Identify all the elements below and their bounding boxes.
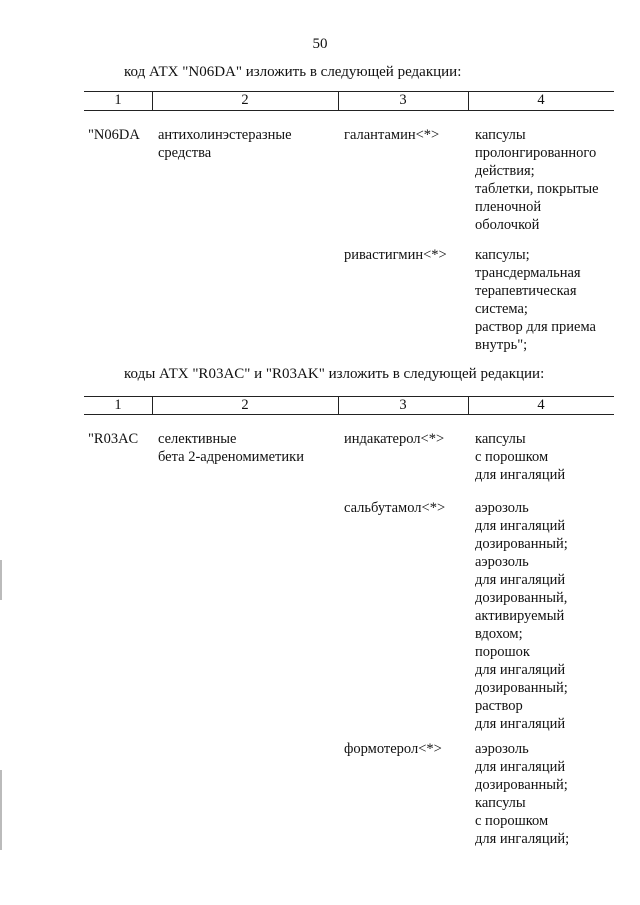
form-line: для ингаляций bbox=[475, 716, 566, 732]
form-line: дозированный; bbox=[475, 777, 568, 793]
form-line: с порошком bbox=[475, 813, 549, 829]
drug-name: индакатерол<*> bbox=[344, 431, 445, 447]
form-line: вдохом; bbox=[475, 626, 523, 642]
form-line: аэрозоль bbox=[475, 500, 529, 516]
section1-header-bottom-rule bbox=[84, 110, 614, 111]
form-line: для ингаляций bbox=[475, 572, 566, 588]
form-line: раствор для приема bbox=[475, 319, 596, 335]
drug-name: галантамин<*> bbox=[344, 127, 440, 143]
scan-artifact bbox=[0, 770, 2, 850]
section1-col-header-2: 2 bbox=[241, 92, 249, 108]
section2-col-header-2: 2 bbox=[241, 397, 249, 413]
group-line: бета 2-адреномиметики bbox=[158, 449, 304, 465]
dosage-forms bbox=[475, 740, 569, 848]
form-line: порошок bbox=[475, 644, 530, 660]
form-line: аэрозоль bbox=[475, 741, 529, 757]
form-line: капсулы bbox=[475, 795, 526, 811]
section2-group bbox=[158, 430, 304, 466]
form-line: дозированный, bbox=[475, 590, 568, 606]
form-line: внутрь"; bbox=[475, 337, 528, 353]
form-line: пролонгированного bbox=[475, 145, 597, 161]
section1-atc-code: "N06DA bbox=[88, 127, 140, 143]
dosage-forms bbox=[475, 126, 599, 234]
form-line: таблетки, покрытые bbox=[475, 181, 599, 197]
section2-col-header-4: 4 bbox=[537, 397, 545, 413]
group-line: антихолинэстеразные bbox=[158, 127, 292, 143]
form-line: действия; bbox=[475, 163, 535, 179]
section1-intro: код АТХ "N06DA" изложить в следующей редакции: bbox=[124, 64, 462, 80]
group-line: селективные bbox=[158, 431, 237, 447]
section1-group bbox=[158, 126, 292, 162]
form-line: пленочной bbox=[475, 199, 542, 215]
form-line: для ингаляций bbox=[475, 662, 566, 678]
form-line: для ингаляций bbox=[475, 518, 566, 534]
form-line: раствор bbox=[475, 698, 523, 714]
form-line: дозированный; bbox=[475, 680, 568, 696]
section1-col-header-1: 1 bbox=[114, 92, 122, 108]
section2-col-header-1: 1 bbox=[114, 397, 122, 413]
form-line: с порошком bbox=[475, 449, 549, 465]
drug-name: формотерол<*> bbox=[344, 741, 442, 757]
scan-artifact bbox=[0, 560, 2, 600]
form-line: дозированный; bbox=[475, 536, 568, 552]
form-line: для ингаляций bbox=[475, 759, 566, 775]
drug-name: ривастигмин<*> bbox=[344, 247, 447, 263]
form-line: капсулы bbox=[475, 127, 526, 143]
section2-header-bottom-rule bbox=[84, 414, 614, 415]
section2-atc-code: "R03AC bbox=[88, 431, 139, 447]
form-line: аэрозоль bbox=[475, 554, 529, 570]
form-line: капсулы bbox=[475, 431, 526, 447]
section2-intro: коды АТХ "R03AC" и "R03AK" изложить в следующей редакции: bbox=[124, 366, 545, 382]
form-line: для ингаляций bbox=[475, 467, 566, 483]
form-line: терапевтическая bbox=[475, 283, 577, 299]
section2-col-header-3: 3 bbox=[399, 397, 407, 413]
dosage-forms bbox=[475, 499, 568, 733]
drug-name: сальбутамол<*> bbox=[344, 500, 446, 516]
dosage-forms bbox=[475, 430, 565, 484]
form-line: капсулы; bbox=[475, 247, 530, 263]
section1-col-header-3: 3 bbox=[399, 92, 407, 108]
form-line: оболочкой bbox=[475, 217, 540, 233]
page-number: 50 bbox=[312, 36, 328, 52]
form-line: система; bbox=[475, 301, 528, 317]
form-line: для ингаляций; bbox=[475, 831, 570, 847]
form-line: активируемый bbox=[475, 608, 565, 624]
dosage-forms bbox=[475, 246, 596, 354]
form-line: трансдермальная bbox=[475, 265, 581, 281]
section1-col-header-4: 4 bbox=[537, 92, 545, 108]
group-line: средства bbox=[158, 145, 212, 161]
